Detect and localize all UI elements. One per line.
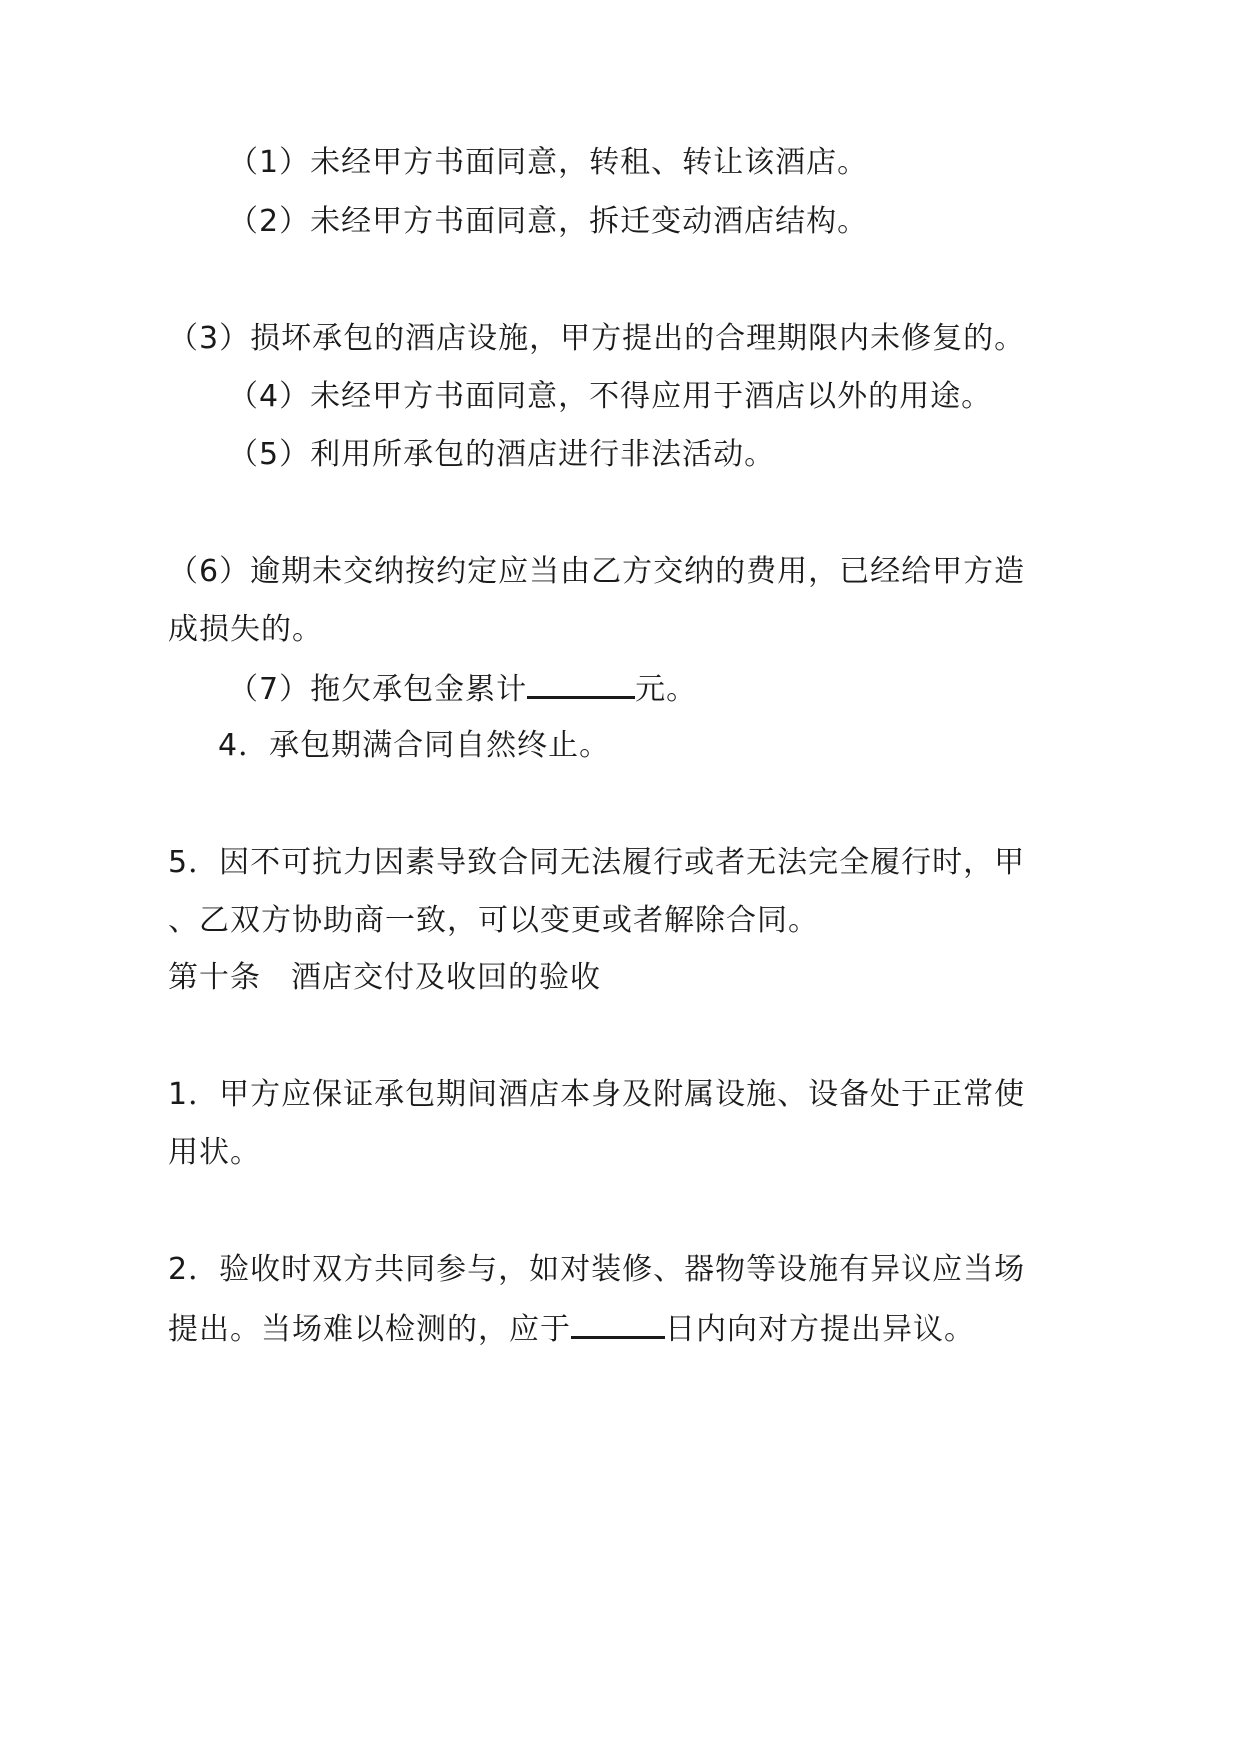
clause-2: （2）未经甲方书面同意，拆迁变动酒店结构。 xyxy=(228,204,869,239)
clause-5: （5）利用所承包的酒店进行非法活动。 xyxy=(228,437,776,472)
item-5-line-1: 5．因不可抗力因素导致合同无法履行或者无法完全履行时，甲 xyxy=(168,845,1026,880)
clause-7 xyxy=(228,668,697,710)
acceptance-2-text-before: 提出。当场难以检测的，应于 xyxy=(168,1312,571,1347)
clause-3: （3）损坏承包的酒店设施，甲方提出的合理期限内未修复的。 xyxy=(168,321,1026,356)
acceptance-1-line-1: 1．甲方应保证承包期间酒店本身及附属设施、设备处于正常使 xyxy=(168,1077,1026,1112)
clause-4: （4）未经甲方书面同意，不得应用于酒店以外的用途。 xyxy=(228,379,993,414)
article-heading xyxy=(168,958,601,998)
amount-blank xyxy=(527,668,635,699)
clause-7-text-before: （7）拖欠承包金累计 xyxy=(228,672,528,707)
clause-7-text-after: 元。 xyxy=(635,672,698,707)
article-number: 第十条 xyxy=(168,960,261,995)
article-title: 酒店交付及收回的验收 xyxy=(291,960,601,995)
clause-6-line-2: 成损失的。 xyxy=(168,612,323,647)
clause-1: （1）未经甲方书面同意，转租、转让该酒店。 xyxy=(228,145,869,180)
item-4: 4．承包期满合同自然终止。 xyxy=(218,728,611,763)
days-blank xyxy=(571,1308,665,1339)
acceptance-1-line-2: 用状。 xyxy=(168,1135,261,1170)
acceptance-2-line-2 xyxy=(168,1308,975,1350)
acceptance-2-line-1: 2．验收时双方共同参与，如对装修、器物等设施有异议应当场 xyxy=(168,1252,1026,1287)
item-5-line-2: 、乙双方协助商一致，可以变更或者解除合同。 xyxy=(168,903,819,938)
acceptance-2-text-after: 日内向对方提出异议。 xyxy=(665,1312,975,1347)
clause-6-line-1: （6）逾期未交纳按约定应当由乙方交纳的费用，已经给甲方造 xyxy=(168,554,1026,589)
